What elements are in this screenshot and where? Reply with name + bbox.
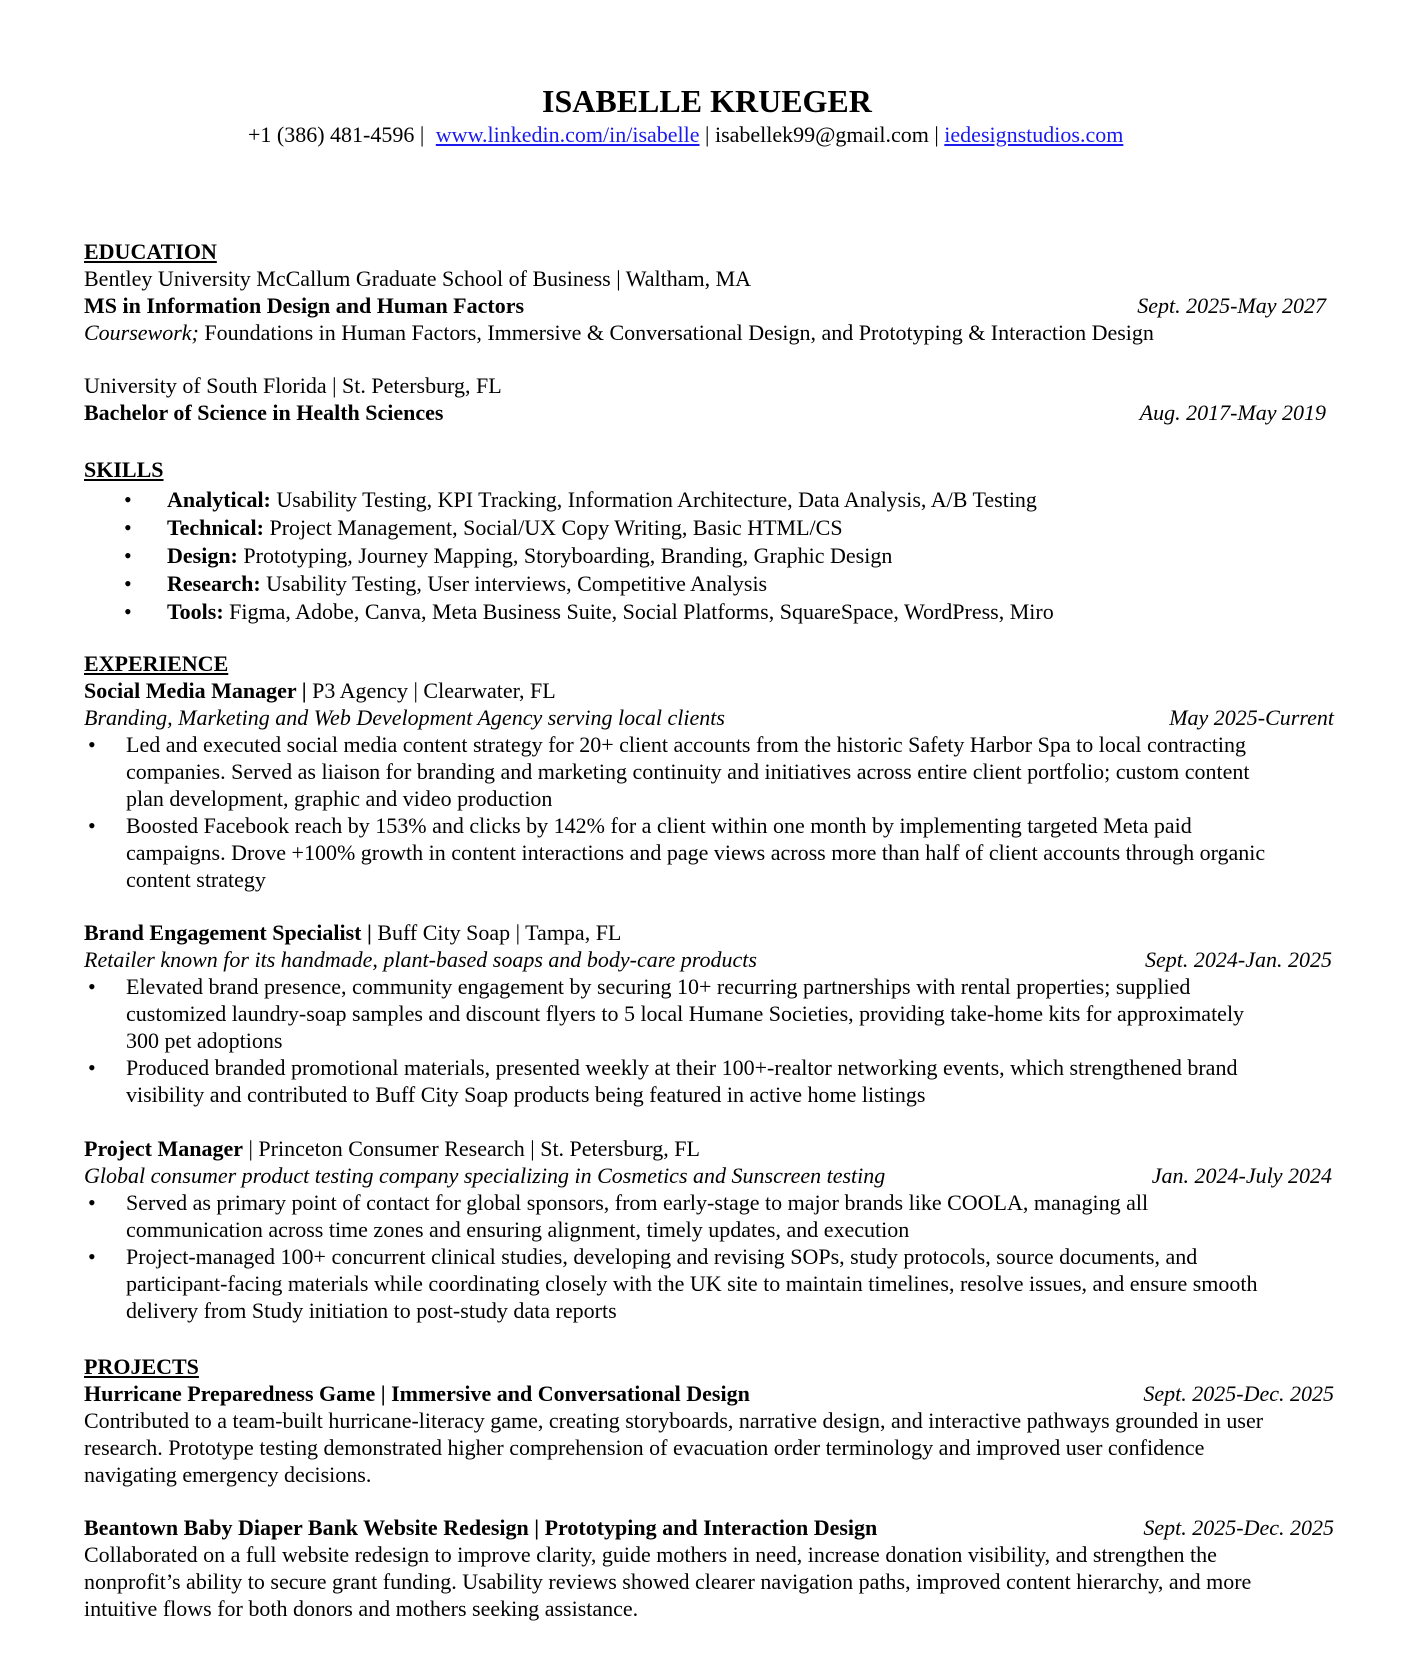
linkedin-link[interactable]: www.linkedin.com/in/isabelle [435, 122, 700, 147]
school-institution: University of South Florida | St. Petersburg, FL [84, 373, 502, 398]
candidate-name: ISABELLE KRUEGER [542, 83, 872, 119]
project-title: Beantown Baby Diaper Bank Website Redesign | Prototyping and Interaction Design [84, 1515, 878, 1540]
coursework-text: Foundations in Human Factors, Immersive & Conversational Design, and Prototyping & Interaction Design [204, 320, 1154, 345]
school-degree: Bachelor of Science in Health Sciences [84, 400, 444, 425]
bullet-icon: • [88, 1190, 96, 1215]
skill-text: Usability Testing, User interviews, Competitive Analysis [266, 571, 768, 596]
project-dates: Sept. 2025-Dec. 2025 [1143, 1515, 1334, 1540]
skill-label: Analytical: [167, 487, 271, 512]
bullet-line: Served as primary point of contact for global sponsors, from early-stage to major brands like COOLA, managing all [126, 1190, 1149, 1215]
project-line: nonprofit’s ability to secure grant funding. Usability reviews showed clearer navigation paths, improved content hierarchy, and more [84, 1569, 1252, 1594]
job-description: Retailer known for its handmade, plant-based soaps and body-care products [84, 947, 757, 972]
bullet-line: participant-facing materials while coordinating closely with the UK site to maintain timelines, resolve issues, and ensure smooth [126, 1271, 1258, 1296]
skill-item [167, 599, 1054, 625]
project-line: Contributed to a team-built hurricane-literacy game, creating storyboards, narrative design, and interactive pathways grounded in user [84, 1408, 1264, 1433]
project-dates: Sept. 2025-Dec. 2025 [1143, 1381, 1334, 1406]
job-description: Global consumer product testing company specializing in Cosmetics and Sunscreen testing [84, 1163, 886, 1188]
bullet-icon: • [124, 515, 132, 540]
bullet-line: customized laundry-soap samples and discount flyers to 5 local Humane Societies, providing take-home kits for approximately [126, 1001, 1245, 1026]
project-title: Hurricane Preparedness Game | Immersive and Conversational Design [84, 1381, 750, 1406]
bullet-line: Project-managed 100+ concurrent clinical studies, developing and revising SOPs, study protocols, source documents, and [126, 1244, 1198, 1269]
bullet-line: delivery from Study initiation to post-study data reports [126, 1298, 617, 1323]
website-link[interactable]: iedesignstudios.com [944, 122, 1124, 147]
experience-heading: EXPERIENCE [84, 651, 229, 676]
project-line: navigating emergency decisions. [84, 1462, 372, 1487]
project-line: research. Prototype testing demonstrated higher comprehension of evacuation order terminology and improved user confidence [84, 1435, 1205, 1460]
school-dates: Sept. 2025-May 2027 [1137, 293, 1326, 318]
job-title: Brand Engagement Specialist | [84, 920, 372, 945]
skill-text: Usability Testing, KPI Tracking, Information Architecture, Data Analysis, A/B Testing [276, 487, 1037, 512]
bullet-icon: • [88, 813, 96, 838]
bullet-line: plan development, graphic and video production [126, 786, 553, 811]
job-description: Branding, Marketing and Web Development Agency serving local clients [84, 705, 725, 730]
bullet-line: Elevated brand presence, community engagement by securing 10+ recurring partnerships with rental properties; supplied [126, 974, 1191, 999]
skill-text: Figma, Adobe, Canva, Meta Business Suite, Social Platforms, SquareSpace, WordPress, Miro [229, 599, 1054, 624]
project-line: intuitive flows for both donors and mothers seeking assistance. [84, 1596, 639, 1621]
skill-label: Technical: [167, 515, 264, 540]
bullet-icon: • [124, 487, 132, 512]
project-line: Collaborated on a full website redesign to improve clarity, guide mothers in need, increase donation visibility, and strengthen the [84, 1542, 1217, 1567]
skill-label: Design: [167, 543, 238, 568]
bullet-icon: • [88, 974, 96, 999]
bullet-line: campaigns. Drove +100% growth in content interactions and page views across more than half of client accounts through organic [126, 840, 1266, 865]
job-dates: Jan. 2024-July 2024 [1151, 1163, 1332, 1188]
skill-item [167, 543, 892, 569]
job-title: Project Manager [84, 1136, 244, 1161]
projects-heading: PROJECTS [84, 1354, 199, 1379]
skill-item [167, 487, 1037, 513]
coursework-label: Coursework; [84, 320, 199, 345]
job-title-line [84, 1136, 700, 1162]
bullet-line: Boosted Facebook reach by 153% and clicks by 142% for a client within one month by implementing targeted Meta paid [126, 813, 1192, 838]
skill-text: Project Management, Social/UX Copy Writing, Basic HTML/CS [269, 515, 843, 540]
bullet-line: visibility and contributed to Buff City Soap products being featured in active home listings [126, 1082, 926, 1107]
skill-item [167, 515, 843, 541]
bullet-line: Led and executed social media content strategy for 20+ client accounts from the historic Safety Harbor Spa to local contracting [126, 732, 1246, 757]
bullet-line: 300 pet adoptions [126, 1028, 283, 1053]
bullet-line: Produced branded promotional materials, presented weekly at their 100+-realtor networking events, which strengthened brand [126, 1055, 1238, 1080]
bullet-icon: • [124, 571, 132, 596]
skill-label: Research: [167, 571, 261, 596]
job-org: | Princeton Consumer Research | St. Petersburg, FL [248, 1136, 700, 1161]
contact-line [248, 122, 1123, 148]
school-institution: Bentley University McCallum Graduate School of Business | Waltham, MA [84, 266, 752, 291]
skills-heading: SKILLS [84, 457, 164, 482]
job-dates: Sept. 2024-Jan. 2025 [1145, 947, 1332, 972]
job-title: Social Media Manager | [84, 678, 307, 703]
job-dates: May 2025-Current [1169, 705, 1334, 730]
education-heading: EDUCATION [84, 239, 217, 264]
bullet-line: communication across time zones and ensuring alignment, timely updates, and execution [126, 1217, 910, 1242]
bullet-line: content strategy [126, 867, 266, 892]
bullet-icon: • [88, 1055, 96, 1080]
job-org: Buff City Soap | Tampa, FL [377, 920, 622, 945]
school-dates: Aug. 2017-May 2019 [1139, 400, 1326, 425]
school-coursework [84, 320, 1154, 346]
skill-text: Prototyping, Journey Mapping, Storyboarding, Branding, Graphic Design [243, 543, 893, 568]
school-degree: MS in Information Design and Human Factors [84, 293, 525, 318]
bullet-line: companies. Served as liaison for branding and marketing continuity and initiatives across entire client portfolio; custom content [126, 759, 1250, 784]
phone-number: +1 (386) 481-4596 | [248, 122, 425, 147]
job-title-line [84, 920, 621, 946]
job-title-line [84, 678, 556, 704]
bullet-icon: • [124, 599, 132, 624]
bullet-icon: • [124, 543, 132, 568]
bullet-icon: • [88, 1244, 96, 1269]
skill-label: Tools: [167, 599, 224, 624]
skill-item [167, 571, 767, 597]
job-org: P3 Agency | Clearwater, FL [312, 678, 556, 703]
email-address: isabellek99@gmail.com | [714, 122, 939, 147]
bullet-icon: • [88, 732, 96, 757]
contact-separator: | [705, 122, 710, 147]
